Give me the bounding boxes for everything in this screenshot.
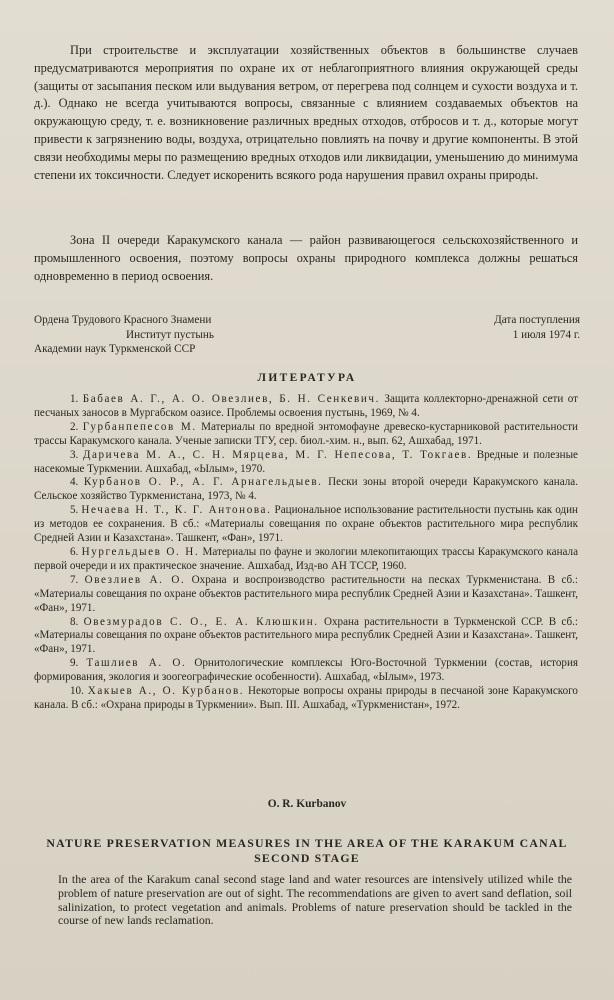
reference-text: Вредные и полезные насекомые Туркмении. Ашхабад, «Ылым», 1970. bbox=[34, 448, 578, 475]
affiliation-line-2: Институт пустынь bbox=[126, 328, 214, 341]
reference-text: Охрана растительности в Туркменской ССР. В сб.: «Материалы совещания по охране объектов растительного мира республик Средней Азии и Казахстана». Ташкент, «Фан», 1971. bbox=[34, 615, 578, 656]
reference-item bbox=[34, 476, 578, 504]
reference-text: Материалы по вредной энтомофауне древеско-кустарниковой растительности трассы Каракумского канала. Ученые записки ТГУ, сер. биол.-хим. н., вып. 62, Ашхабад, 1971. bbox=[34, 420, 578, 447]
reference-number: 5. bbox=[70, 504, 79, 517]
received-date: 1 июля 1974 г. bbox=[512, 328, 580, 341]
reference-item bbox=[34, 616, 578, 658]
english-title bbox=[20, 836, 594, 866]
reference-number: 8. bbox=[70, 615, 79, 628]
reference-text: Пески зоны второй очереди Каракумского канала. Сельское хозяйство Туркменистана, 1973, № 4. bbox=[34, 476, 579, 503]
reference-authors: Хакыев А., О. Курбанов. bbox=[87, 685, 245, 698]
reference-item bbox=[34, 685, 578, 713]
reference-list bbox=[34, 393, 578, 713]
body-paragraph-2: Зона II очереди Каракумского канала — район развивающегося сельскохозяйственного и промышленного освоения, поэтому вопросы охраны природного комплекса должны решаться одновременно в период освоения. bbox=[34, 233, 578, 283]
reference-item bbox=[34, 546, 578, 574]
reference-number: 2. bbox=[70, 420, 79, 433]
reference-item bbox=[34, 421, 578, 449]
reference-text: Некоторые вопросы охраны природы в песчаной зоне Каракумского канала. В сб.: «Охрана природы в Туркмении». Вып. III. Ашхабад, «Туркменистан», 1972. bbox=[34, 685, 578, 711]
reference-authors: Ташлиев А. О. bbox=[86, 657, 187, 670]
reference-number: 3. bbox=[70, 448, 79, 461]
reference-authors: Нургельдыев О. Н. bbox=[81, 545, 200, 558]
reference-authors: Бабаев А. Г., А. О. Овезлиев, Б. Н. Сенкевич. bbox=[82, 393, 380, 405]
reference-authors: Овезмурадов С. О., Е. А. Клюшкин. bbox=[83, 615, 319, 628]
reference-item bbox=[34, 504, 578, 546]
reference-authors: Нечаева Н. Т., К. Г. Антонова. bbox=[81, 504, 272, 517]
reference-item bbox=[34, 574, 578, 616]
author-affiliation bbox=[34, 313, 284, 357]
reference-text: Охрана и воспроизводство растительности на песках Туркменистана. В сб.: «Материалы совещания по охране объектов растительного мира республик Средней Азии и Казахстана». Ташкент, «Фан», 1971. bbox=[34, 573, 578, 614]
reference-number: 6. bbox=[70, 545, 79, 558]
affiliation-line-1: Ордена Трудового Красного Знамени bbox=[34, 314, 212, 326]
reference-item bbox=[34, 393, 578, 421]
body-paragraph-1: При строительстве и эксплуатации хозяйственных объектов в большинстве случаев предусматриваются мероприятия по охране их от неблагоприятного влияния окружающей среды (защиты от засыпания песком или выдувания ветром, от перегрева под солнцем и сухости воздуха и т. д.). Однако не всегда учитываются вопросы, связанные с влиянием создаваемых объектов на окружающую среду, т. е. возникновение различных вредных отходов, отбросов и т. д., которые могут привести к загрязнению воды, воздуха, отрицательно повлиять на почву и другие компоненты. В этой связи необходимы меры по размещению вредных отходов или ликвидации, уменьшению до минимума степени их токсичности. Следует искоренить всякого рода нарушения правил охраны природы. bbox=[34, 43, 578, 182]
reference-authors: Гурбанпепесов М. bbox=[82, 420, 197, 433]
reference-number: 1. bbox=[70, 393, 79, 405]
reference-number: 7. bbox=[70, 573, 79, 586]
literature-heading: ЛИТЕРАТУРА bbox=[257, 372, 357, 384]
reference-item bbox=[34, 449, 578, 477]
english-title-line-1: NATURE PRESERVATION MEASURES IN THE AREA OF THE KARAKUM CANAL bbox=[46, 836, 568, 850]
english-title-line-2: SECOND STAGE bbox=[254, 851, 360, 865]
reference-text: Защита коллекторно-дренажной сети от песчаных заносов в Мургабском оазисе. Проблемы освоения пустынь, 1969, № 4. bbox=[34, 393, 578, 419]
reference-authors: Курбанов О. Р., А. Г. Арнагельдыев. bbox=[83, 476, 323, 489]
affiliation-line-3: Академии наук Туркменской ССР bbox=[34, 343, 196, 356]
reference-authors: Даричева М. А., С. Н. Мярцева, М. Г. Непесова, Т. Токгаев. bbox=[82, 448, 473, 461]
received-date-block bbox=[440, 313, 580, 342]
reference-text: Материалы по фауне и экологии млекопитающих трассы Каракумского канала первой очереди и их практическое значение. Ашхабад, Изд-во АН ТССР, 1960. bbox=[34, 545, 578, 572]
reference-authors: Овезлиев А. О. bbox=[84, 573, 186, 586]
reference-number: 9. bbox=[70, 657, 79, 670]
reference-number: 10. bbox=[70, 685, 84, 698]
reference-number: 4. bbox=[70, 476, 79, 489]
english-author: O. R. Kurbanov bbox=[267, 798, 347, 810]
received-label: Дата поступления bbox=[494, 314, 580, 326]
english-abstract: In the area of the Karakum canal second stage land and water resources are intensively utilized while the problem of nature preservation are out of sight. The recommendations are given to avert sand deflation, soil salinization, to protect vegetation and animals. Problems of nature preservation should be tackled in the course of new lands reclamation. bbox=[58, 872, 572, 928]
reference-text: Рациональное использование растительности пустынь как один из методов ее сохранения. В сб.: «Материалы совещания по охране объектов растительного мира республик Средней Азии и Казахстана». Ташкент, «Фан», 1971. bbox=[34, 504, 578, 545]
reference-text: Орнитологические комплексы Юго-Восточной Туркмении (состав, история формирования, экология и зоогеографические особенности). Ашхабад, «Ылым», 1973. bbox=[34, 657, 578, 684]
reference-item bbox=[34, 657, 578, 685]
